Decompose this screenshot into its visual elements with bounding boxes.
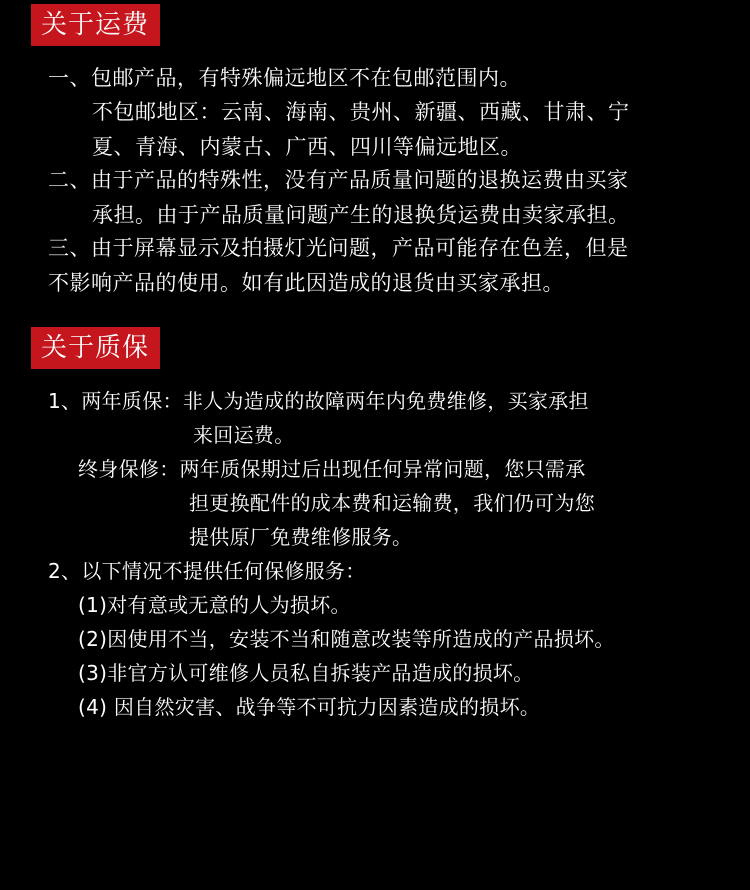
shipping-line-5: 承担。由于产品质量问题产生的退换货运费由卖家承担。 xyxy=(92,203,630,227)
warranty-line-3: 终身保修：两年质保期过后出现任何异常问题，您只需承 xyxy=(78,457,586,481)
warranty-item-4: (4) 因自然灾害、战争等不可抗力因素造成的损坏。 xyxy=(78,695,541,719)
shipping-line-1: 一、包邮产品，有特殊偏远地区不在包邮范围内。 xyxy=(48,66,521,90)
warranty-line-1: 1、两年质保：非人为造成的故障两年内免费维修，买家承担 xyxy=(48,389,589,413)
shipping-line-4: 二、由于产品的特殊性，没有产品质量问题的退换运费由买家 xyxy=(48,168,629,192)
shipping-line-7: 不影响产品的使用。如有此因造成的退货由买家承担。 xyxy=(48,271,564,295)
warranty-line-5: 提供原厂免费维修服务。 xyxy=(189,525,413,549)
warranty-item-1: (1)对有意或无意的人为损坏。 xyxy=(78,593,351,617)
warranty-line-6: 2、以下情况不提供任何保修服务： xyxy=(48,559,366,583)
shipping-line-6: 三、由于屏幕显示及拍摄灯光问题，产品可能存在色差，但是 xyxy=(48,236,629,260)
warranty-line-2: 来回运费。 xyxy=(193,423,295,447)
shipping-line-3: 夏、青海、内蒙古、广西、四川等偏远地区。 xyxy=(92,135,522,159)
warranty-line-4: 担更换配件的成本费和运输费，我们仍可为您 xyxy=(189,491,595,515)
shipping-heading: 关于运费 xyxy=(31,4,160,46)
warranty-item-2: (2)因使用不当，安装不当和随意改装等所造成的产品损坏。 xyxy=(78,627,615,651)
warranty-item-3: (3)非官方认可维修人员私自拆装产品造成的损坏。 xyxy=(78,661,534,685)
shipping-line-2: 不包邮地区：云南、海南、贵州、新疆、西藏、甘肃、宁 xyxy=(92,100,630,124)
warranty-heading: 关于质保 xyxy=(31,327,160,369)
